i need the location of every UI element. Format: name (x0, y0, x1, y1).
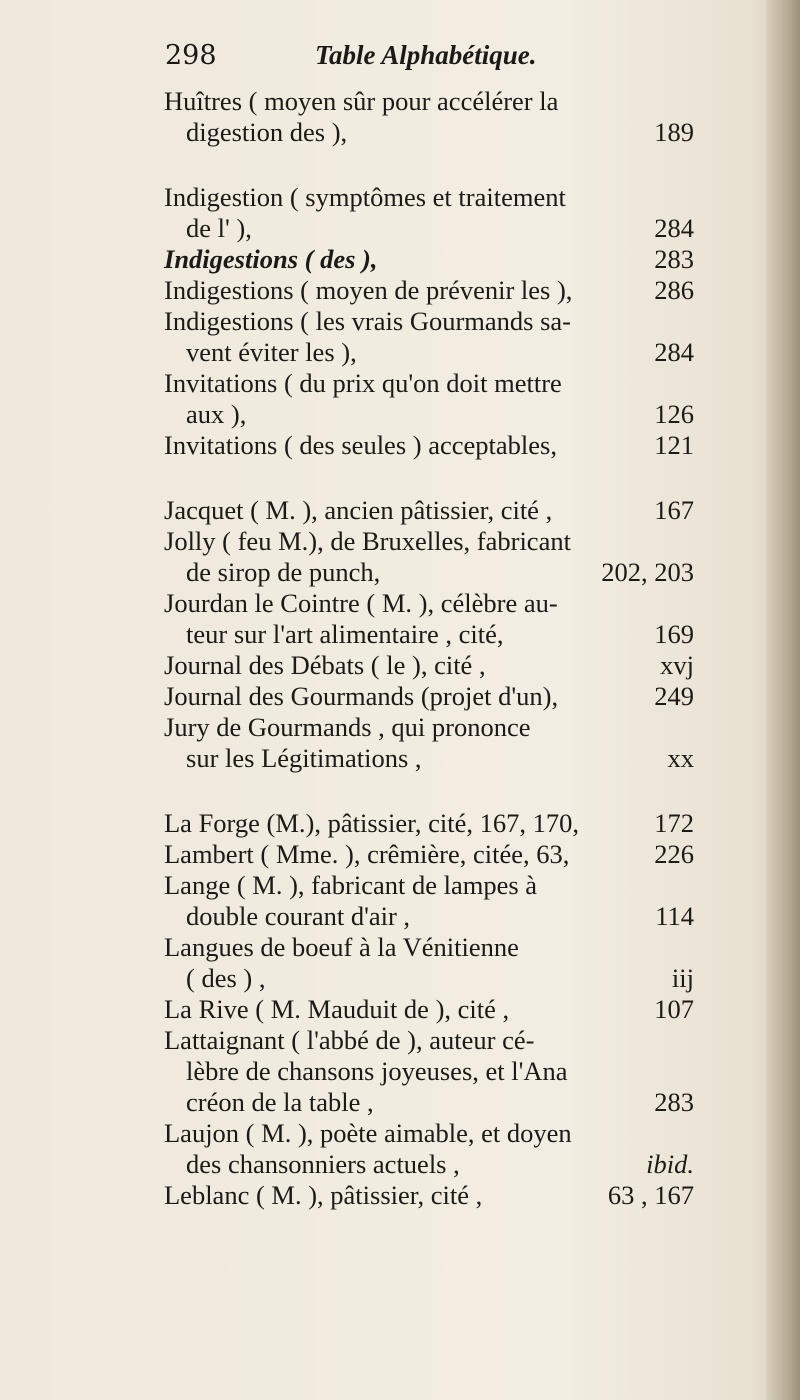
index-entry (164, 839, 694, 870)
entry-text: Huîtres ( moyen sûr pour accélérer la (164, 86, 559, 116)
entry-text: Journal des Débats ( le ), cité , (164, 650, 486, 680)
entry-text: Jury de Gourmands , qui prononce (164, 712, 531, 742)
entry-line (164, 430, 694, 461)
entry-text: Invitations ( des seules ) acceptables, (164, 430, 557, 460)
page-reference: 286 (654, 275, 694, 305)
index-entry (164, 1025, 694, 1118)
entry-text: La Rive ( M. Mauduit de ), cité , (164, 994, 510, 1024)
page-reference: ibid. (646, 1149, 694, 1179)
index-entry (164, 182, 694, 244)
page-reference: 283 (654, 1087, 694, 1117)
entry-text: Lambert ( Mme. ), crêmière, citée, 63, (164, 839, 570, 869)
entry-line (164, 932, 694, 963)
index-entry (164, 588, 694, 650)
entry-text: aux ), (186, 399, 247, 429)
entry-line (164, 557, 694, 588)
index-entry (164, 808, 694, 839)
index-entry (164, 712, 694, 774)
entry-line (164, 963, 694, 994)
entry-line (164, 275, 694, 306)
page-reference: xx (667, 743, 694, 773)
group-gap (164, 461, 694, 495)
entry-line (164, 681, 694, 712)
index-entry (164, 368, 694, 430)
entry-line (164, 244, 694, 275)
page-reference: 249 (654, 681, 694, 711)
entry-text: Lattaignant ( l'abbé de ), auteur cé- (164, 1025, 535, 1055)
index-entry (164, 1118, 694, 1180)
index-entry (164, 994, 694, 1025)
entry-line (164, 117, 694, 148)
entry-text: Invitations ( du prix qu'on doit mettre (164, 368, 562, 398)
page-reference: 121 (654, 430, 694, 460)
entry-text: Lange ( M. ), fabricant de lampes à (164, 870, 538, 900)
index-entry (164, 650, 694, 681)
index-entry (164, 430, 694, 461)
entry-text: Jourdan le Cointre ( M. ), célèbre au- (164, 588, 558, 618)
entry-line (164, 86, 694, 117)
entry-line (164, 808, 694, 839)
page-reference: 226 (654, 839, 694, 869)
index-entry (164, 306, 694, 368)
entry-line (164, 182, 694, 213)
entry-line (164, 619, 694, 650)
entry-text: lèbre de chansons joyeuses, et l'Ana (186, 1056, 568, 1086)
entry-text: digestion des ), (186, 117, 348, 147)
entry-text: ( des ) , (186, 963, 266, 993)
entry-text: Indigestion ( symptômes et traitement (164, 182, 566, 212)
entry-text: des chansonniers actuels , (186, 1149, 460, 1179)
page-reference: iij (671, 963, 694, 993)
page-reference: 284 (654, 213, 694, 243)
entry-text: double courant d'air , (186, 901, 411, 931)
entry-text: Leblanc ( M. ), pâtissier, cité , (164, 1180, 483, 1210)
entry-text: Langues de boeuf à la Vénitienne (164, 932, 519, 962)
index-entry (164, 495, 694, 526)
entry-line (164, 1149, 694, 1180)
page-reference: 114 (655, 901, 694, 931)
entry-line (164, 1118, 694, 1149)
entry-text: teur sur l'art alimentaire , cité, (186, 619, 504, 649)
entry-line (164, 213, 694, 244)
page-title: Table Alphabétique. (315, 40, 537, 70)
page-reference: 172 (654, 808, 694, 838)
index-entry (164, 1180, 694, 1211)
page-reference: 63 , 167 (607, 1180, 694, 1210)
running-header (165, 40, 685, 80)
entry-text: créon de la table , (186, 1087, 374, 1117)
entry-text: sur les Légitimations , (186, 743, 422, 773)
page-reference: 169 (654, 619, 694, 649)
page-reference: xvj (660, 650, 694, 680)
page-reference: 284 (654, 337, 694, 367)
page-edge (766, 0, 800, 1400)
index-entry (164, 526, 694, 588)
index-entries (164, 86, 694, 1211)
entry-text: de sirop de punch, (186, 557, 381, 587)
group-gap (164, 774, 694, 808)
entry-line (164, 399, 694, 430)
entry-line (164, 1056, 694, 1087)
page-number: 298 (165, 40, 217, 71)
entry-text: Indigestions ( des ), (164, 244, 378, 274)
entry-text: Journal des Gourmands (projet d'un), (164, 681, 559, 711)
entry-line (164, 1087, 694, 1118)
entry-line (164, 588, 694, 619)
entry-text: La Forge (M.), pâtissier, cité, 167, 170, (164, 808, 580, 838)
index-entry (164, 275, 694, 306)
index-entry (164, 86, 694, 148)
entry-line (164, 368, 694, 399)
page-reference: 283 (654, 244, 694, 274)
entry-line (164, 306, 694, 337)
entry-line (164, 839, 694, 870)
entry-line (164, 526, 694, 557)
index-entry (164, 932, 694, 994)
index-entry (164, 681, 694, 712)
entry-text: Indigestions ( les vrais Gourmands sa- (164, 306, 571, 336)
entry-line (164, 495, 694, 526)
page-reference: 167 (654, 495, 694, 525)
entry-text: vent éviter les ), (186, 337, 357, 367)
entry-line (164, 337, 694, 368)
entry-line (164, 712, 694, 743)
entry-line (164, 650, 694, 681)
group-gap (164, 148, 694, 182)
entry-line (164, 1025, 694, 1056)
page-reference: 189 (654, 117, 694, 147)
page-reference: 107 (654, 994, 694, 1024)
entry-text: Indigestions ( moyen de prévenir les ), (164, 275, 573, 305)
page-reference: 126 (654, 399, 694, 429)
page-reference: 202, 203 (601, 557, 694, 587)
entry-text: Jacquet ( M. ), ancien pâtissier, cité , (164, 495, 553, 525)
index-entry (164, 244, 694, 275)
entry-line (164, 743, 694, 774)
entry-text: Laujon ( M. ), poète aimable, et doyen (164, 1118, 572, 1148)
entry-line (164, 1180, 694, 1211)
entry-line (164, 994, 694, 1025)
entry-line (164, 870, 694, 901)
entry-text: de l' ), (186, 213, 252, 243)
entry-text: Jolly ( feu M.), de Bruxelles, fabricant (164, 526, 571, 556)
entry-line (164, 901, 694, 932)
index-entry (164, 870, 694, 932)
